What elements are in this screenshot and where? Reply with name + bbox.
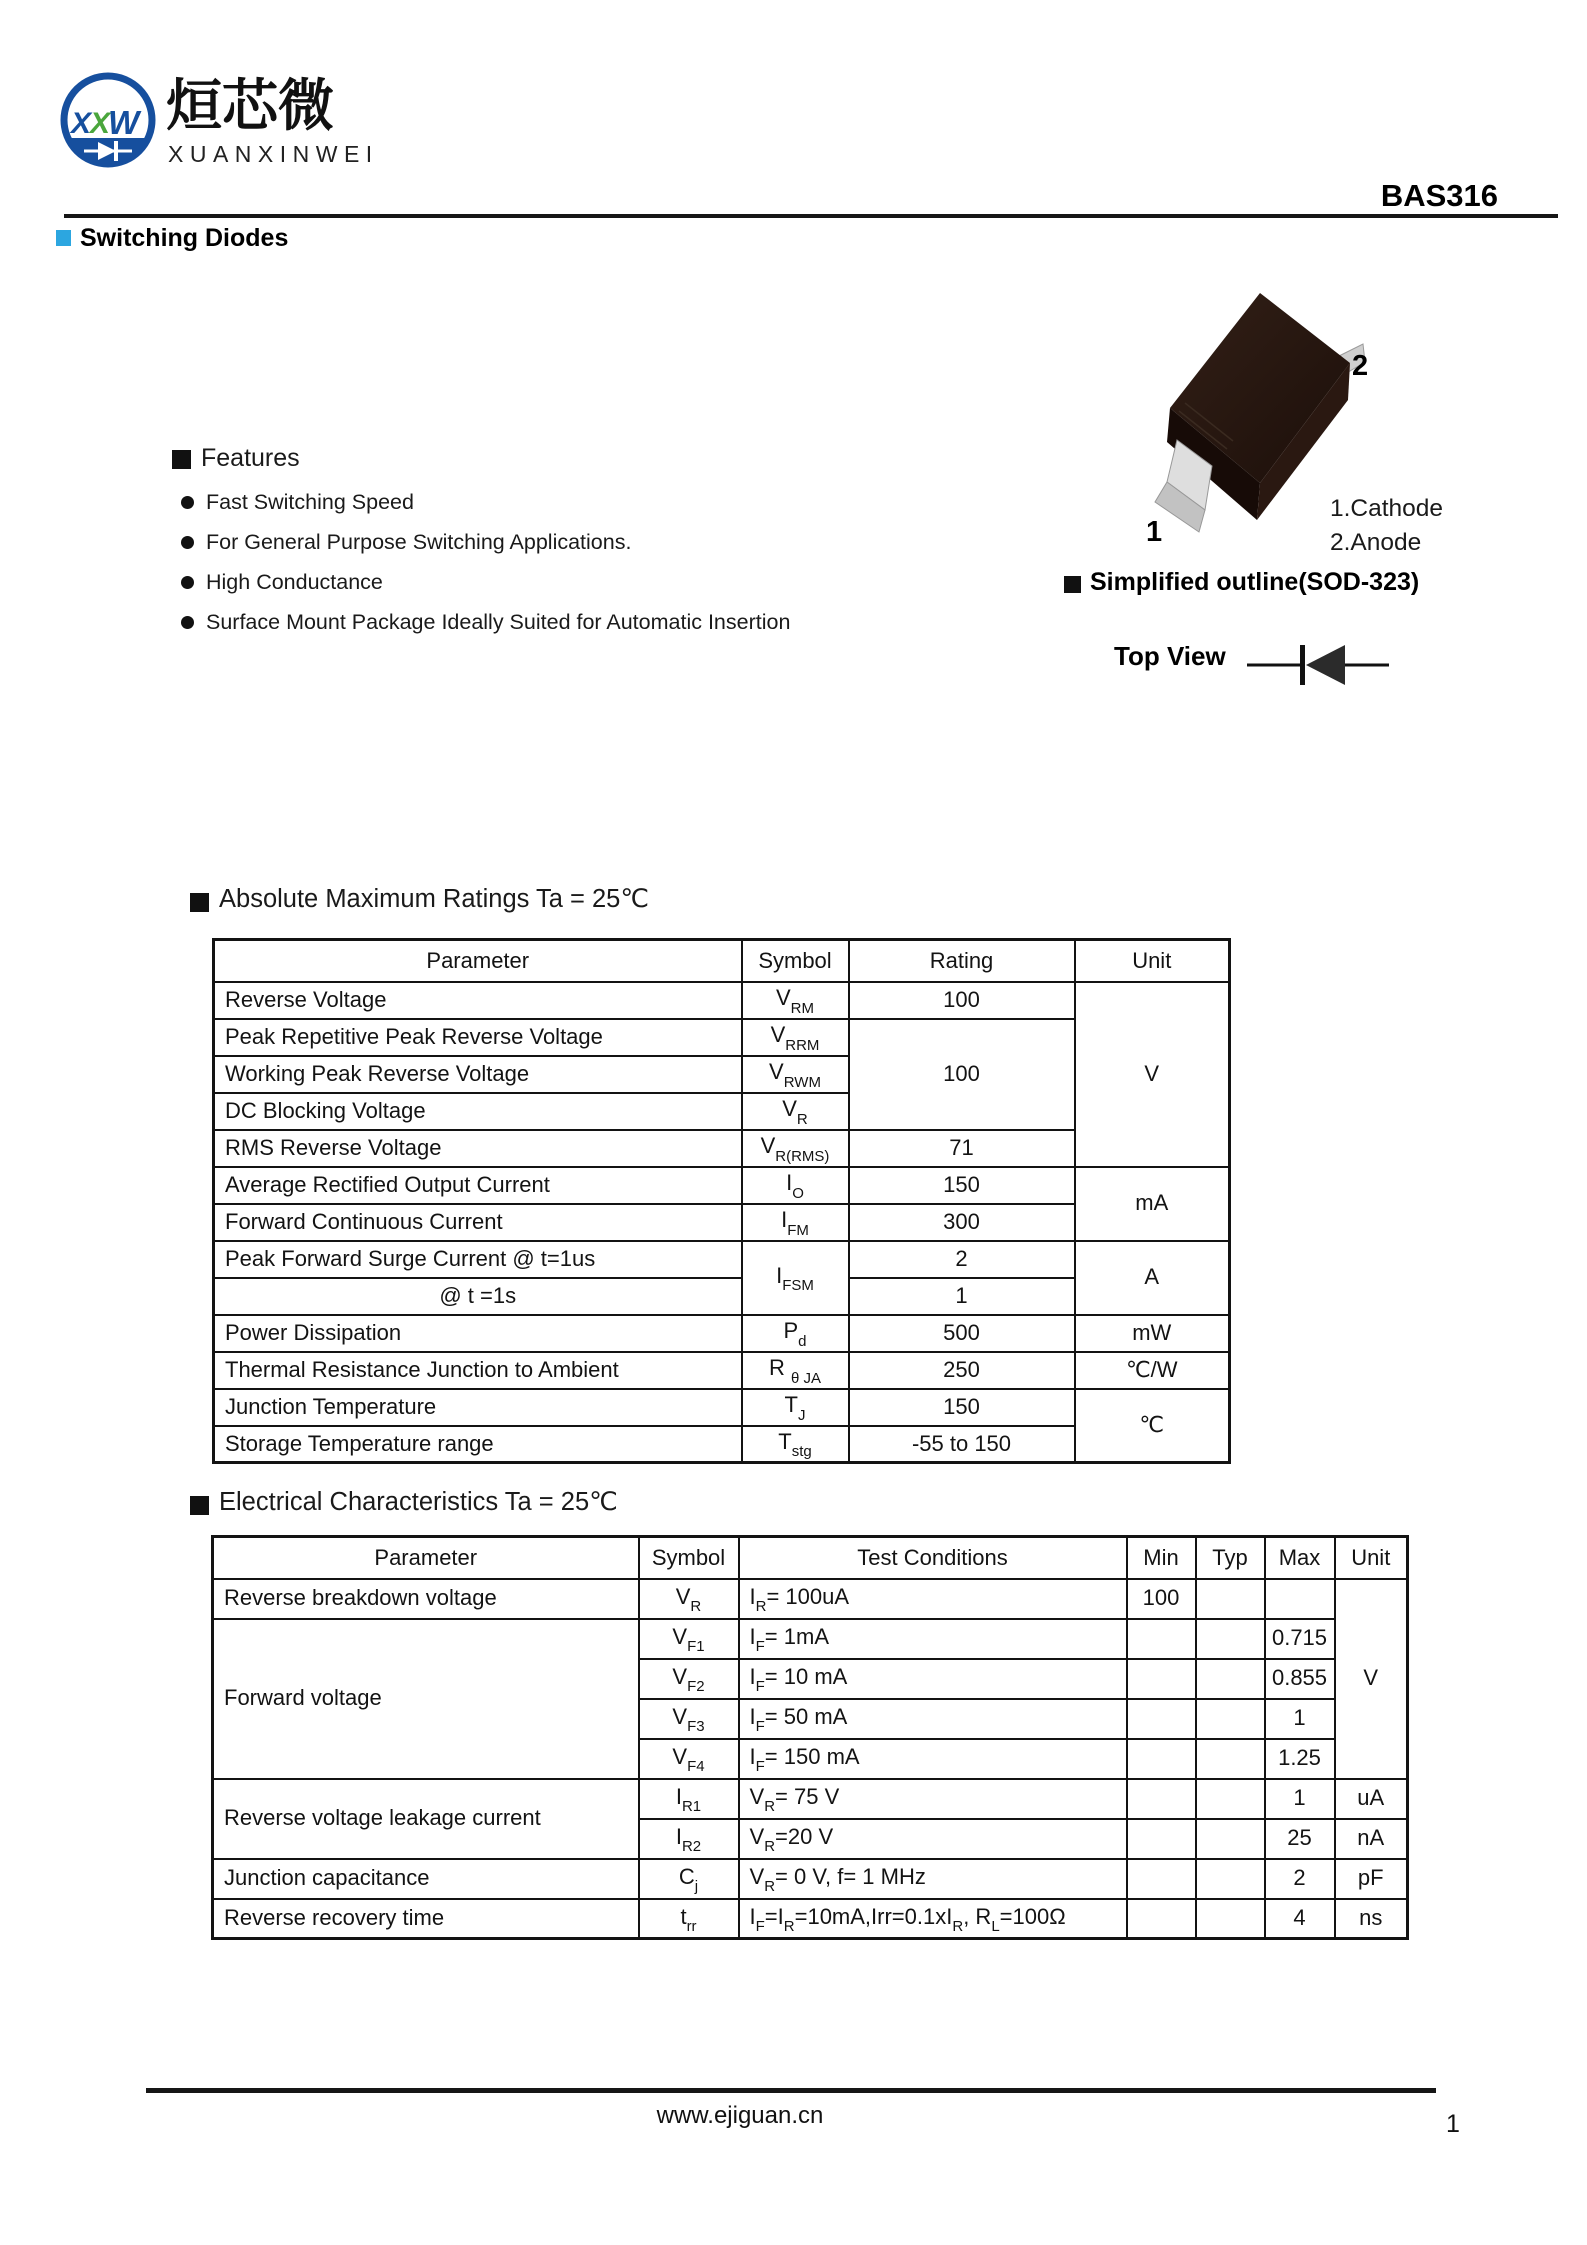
typ-cell [1196,1619,1265,1659]
symbol-cell: $V_{R(RMS)}$ [742,1130,849,1167]
features-bullet-icon [172,450,191,469]
symbol-cell: $t_{rr}$ [639,1899,739,1939]
category-bullet-icon [56,230,71,246]
min-cell [1127,1899,1196,1939]
feature-item: For General Purpose Switching Applications. [206,530,632,554]
symbol-cell: $V_R$ [639,1579,739,1619]
param-cell: Power Dissipation [214,1315,742,1352]
typ-cell [1196,1899,1265,1939]
rating-cell: 150 [849,1389,1075,1426]
pin2-number: 2 [1352,350,1369,382]
param-cell: RMS Reverse Voltage [214,1130,742,1167]
outline-title: Simplified outline(SOD-323) [1090,568,1420,596]
header-cell: Symbol [639,1537,739,1579]
abs-max-bullet-icon [190,893,209,912]
unit-cell: mA [1075,1167,1230,1241]
min-cell [1127,1699,1196,1739]
brand-name-en: XUANXINWEI [168,141,379,167]
typ-cell [1196,1579,1265,1619]
brand-name-cn: 烜芯微 [166,74,334,137]
rating-cell: 250 [849,1352,1075,1389]
table-row [214,1352,1230,1389]
min-cell: 100 [1127,1579,1196,1619]
elec-table [211,1535,1409,1940]
param-cell: Junction Temperature [214,1389,742,1426]
rating-cell: 2 [849,1241,1075,1278]
unit-cell: nA [1335,1819,1408,1859]
elec-table-wrap [211,1535,1406,1940]
pin1-number: 1 [1146,516,1163,548]
symbol-cell: $V_R$ [742,1093,849,1130]
header-cell: Test Conditions [739,1537,1127,1579]
logo-letter-w: W [108,104,140,141]
unit-cell: V [1335,1579,1408,1779]
param-cell: DC Blocking Voltage [214,1093,742,1130]
footer-website: www.ejiguan.cn [656,2102,824,2129]
max-cell [1265,1579,1335,1619]
outline-bullet-icon [1064,576,1081,593]
max-cell: 0.855 [1265,1659,1335,1699]
logo-letter-x2: X [90,107,111,140]
testcond-cell: $I_F= 150$ mA [739,1739,1127,1779]
table-row [213,1779,1408,1819]
testcond-cell: $V_R= 75$ V [739,1779,1127,1819]
param-cell: Reverse recovery time [213,1899,639,1939]
table-row [214,1389,1230,1426]
param-cell: Reverse breakdown voltage [213,1579,639,1619]
table-row [213,1579,1408,1619]
max-cell: 1 [1265,1779,1335,1819]
typ-cell [1196,1859,1265,1899]
min-cell [1127,1819,1196,1859]
feature-item: Surface Mount Package Ideally Suited for Automatic Insertion [206,610,791,634]
symbol-cell: $I_{FM}$ [742,1204,849,1241]
testcond-cell: $V_R= 0$ V, f= 1 MHz [739,1859,1127,1899]
param-cell: Reverse voltage leakage current [213,1779,639,1859]
rating-cell: 1 [849,1278,1075,1315]
max-cell: 4 [1265,1899,1335,1939]
max-cell: 1.25 [1265,1739,1335,1779]
feature-item: Fast Switching Speed [206,490,414,514]
max-cell: 25 [1265,1819,1335,1859]
param-cell: Average Rectified Output Current [214,1167,742,1204]
max-cell: 0.715 [1265,1619,1335,1659]
feature-dot-icon [181,536,194,549]
header-cell: Parameter [214,940,742,982]
header-cell: Rating [849,940,1075,982]
symbol-cell: $C_j$ [639,1859,739,1899]
brand-logo-icon [58,70,158,170]
rating-cell: 100 [849,982,1075,1019]
testcond-cell: $I_F= 1mA$ [739,1619,1127,1659]
abs-max-table-wrap [212,938,1228,1464]
abs-max-table [212,938,1231,1464]
max-cell: 1 [1265,1699,1335,1739]
table-row [214,1315,1230,1352]
abs-max-title: Absolute Maximum Ratings Ta = 25℃ [219,885,649,913]
table-row [214,1241,1230,1278]
max-cell: 2 [1265,1859,1335,1899]
typ-cell [1196,1819,1265,1859]
table-row [214,1167,1230,1204]
testcond-cell: $V_R=20$ V [739,1819,1127,1859]
header-cell: Symbol [742,940,849,982]
typ-cell [1196,1779,1265,1819]
feature-dot-icon [181,496,194,509]
symbol-cell: $T_{stg}$ [742,1426,849,1463]
testcond-cell: $I_F= 50$ mA [739,1699,1127,1739]
symbol-cell: $V_{RWM}$ [742,1056,849,1093]
table-row [213,1859,1408,1899]
typ-cell [1196,1659,1265,1699]
unit-cell: V [1075,982,1230,1167]
header-cell: Min [1127,1537,1196,1579]
symbol-cell: $V_{RM}$ [742,982,849,1019]
param-cell: Thermal Resistance Junction to Ambient [214,1352,742,1389]
rating-cell: 500 [849,1315,1075,1352]
diode-symbol-icon [1243,640,1393,690]
param-cell: Peak Repetitive Peak Reverse Voltage [214,1019,742,1056]
param-cell: Reverse Voltage [214,982,742,1019]
pin2-label: 2.Anode [1330,529,1422,556]
unit-cell: ℃/W [1075,1352,1230,1389]
symbol-cell: $T_J$ [742,1389,849,1426]
header-cell: Unit [1075,940,1230,982]
symbol-cell: R $_{\theta JA}$ [742,1352,849,1389]
symbol-cell: $V_{RRM}$ [742,1019,849,1056]
unit-cell: pF [1335,1859,1408,1899]
min-cell [1127,1739,1196,1779]
min-cell [1127,1619,1196,1659]
param-cell: @ t =1s [214,1278,742,1315]
elec-title: Electrical Characteristics Ta = 25℃ [219,1488,618,1516]
param-cell: Forward Continuous Current [214,1204,742,1241]
param-cell: Storage Temperature range [214,1426,742,1463]
header-rule [64,214,1558,218]
header-cell: Max [1265,1537,1335,1579]
testcond-cell: $I_R= 100uA$ [739,1579,1127,1619]
logo-letter-x1: X [71,107,92,140]
rating-cell: -55 to 150 [849,1426,1075,1463]
symbol-cell: $V_{F3}$ [639,1699,739,1739]
symbol-cell: $V_{F2}$ [639,1659,739,1699]
table-header-row [213,1537,1408,1579]
rating-cell: 100 [849,1019,1075,1130]
symbol-cell: $P_d$ [742,1315,849,1352]
table-row [213,1899,1408,1939]
unit-cell: ℃ [1075,1389,1230,1463]
symbol-cell: $I_{R1}$ [639,1779,739,1819]
footer-rule [146,2088,1436,2093]
rating-cell: 150 [849,1167,1075,1204]
symbol-cell: $V_{F1}$ [639,1619,739,1659]
part-number: BAS316 [1380,178,1498,213]
symbol-cell: $I_O$ [742,1167,849,1204]
min-cell [1127,1859,1196,1899]
param-cell: Forward voltage [213,1619,639,1779]
testcond-cell: $I_F= 10$ mA [739,1659,1127,1699]
min-cell [1127,1659,1196,1699]
testcond-cell: $I_F=I_R=10mA,Irr=0.1xI_R$, $R_L=100\Omega$ [739,1899,1127,1939]
unit-cell: ns [1335,1899,1408,1939]
features-title: Features [201,444,300,472]
typ-cell [1196,1739,1265,1779]
rating-cell: 300 [849,1204,1075,1241]
table-row [213,1619,1408,1659]
elec-bullet-icon [190,1496,209,1515]
category-title: Switching Diodes [80,224,289,252]
param-cell: Working Peak Reverse Voltage [214,1056,742,1093]
footer-page-number: 1 [1446,2110,1460,2138]
feature-dot-icon [181,616,194,629]
feature-item: High Conductance [206,570,383,594]
header-cell: Unit [1335,1537,1408,1579]
typ-cell [1196,1699,1265,1739]
top-view-label: Top View [1114,641,1226,671]
header-cell: Typ [1196,1537,1265,1579]
header-cell: Parameter [213,1537,639,1579]
table-header-row [214,940,1230,982]
unit-cell: mW [1075,1315,1230,1352]
table-row [214,982,1230,1019]
unit-cell: A [1075,1241,1230,1315]
param-cell: Junction capacitance [213,1859,639,1899]
unit-cell: uA [1335,1779,1408,1819]
symbol-cell: $I_{FSM}$ [742,1241,849,1315]
param-cell: Peak Forward Surge Current @ t=1us [214,1241,742,1278]
feature-dot-icon [181,576,194,589]
min-cell [1127,1779,1196,1819]
pin1-label: 1.Cathode [1330,495,1444,522]
symbol-cell: $V_{F4}$ [639,1739,739,1779]
symbol-cell: $I_{R2}$ [639,1819,739,1859]
rating-cell: 71 [849,1130,1075,1167]
